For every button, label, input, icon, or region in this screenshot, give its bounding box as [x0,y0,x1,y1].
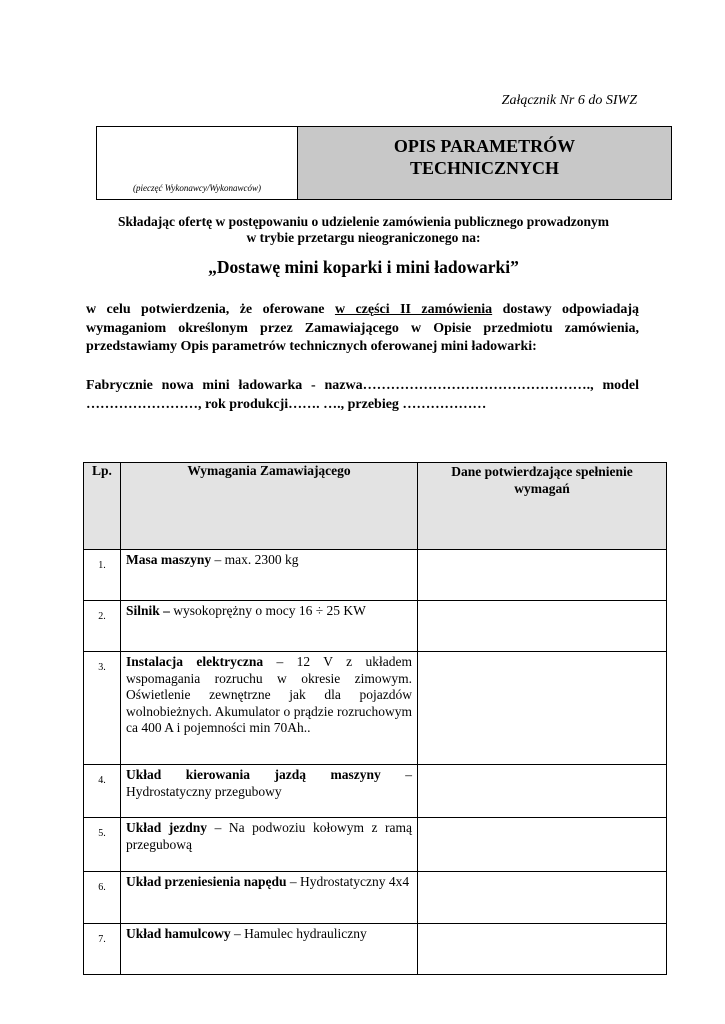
confirmation-cell[interactable] [418,872,667,924]
intro-text [86,214,641,246]
requirement-cell [121,818,418,872]
row-number: 5. [84,818,121,872]
requirements-table [83,462,667,975]
requirement-text: wysokoprężny o mocy 16 ÷ 25 KW [169,603,366,618]
table-row [84,550,667,601]
requirement-label: Instalacja elektryczna [126,654,264,669]
requirement-text: – Hamulec hydrauliczny [230,926,367,941]
requirement-cell [121,872,418,924]
intro-line-1: Składając ofertę w postępowaniu o udzielenie zamówienia publicznego prowadzonym [117,214,609,229]
confirmation-cell[interactable] [418,652,667,765]
table-row [84,924,667,975]
title-line-2: TECHNICZNYCH [409,158,560,178]
contractor-stamp-box [97,127,298,199]
paragraph-text-before: w celu potwierdzenia, że oferowane [86,302,335,317]
requirement-label: Układ hamulcowy [126,926,231,941]
requirement-cell [121,924,418,975]
table-row [84,601,667,652]
header-requirements: Wymagania Zamawiającego [121,463,418,550]
requirement-label: Masa maszyny [126,552,212,567]
row-number: 7. [84,924,121,975]
requirement-text: – Hydrostatyczny 4x4 [286,874,410,889]
row-number: 2. [84,601,121,652]
confirmation-cell[interactable] [418,601,667,652]
annex-label: Załącznik Nr 6 do SIWZ [501,93,637,108]
requirement-text: – 12 V z układem wspomagania rozruchu w okresie zimowym. Oświetlenie zewnętrzne jak dla pojazdów wolnobieżnych. Akumulator o prądzie rozruchowym ca 400 A i pojemności min 70Ah.. [126,654,412,735]
header-lp: Lp. [84,463,121,550]
header-confirmation: Dane potwierdzające spełnienie wymagań [418,463,667,550]
requirement-text: – Hydrostatyczny przegubowy [126,767,412,799]
document-title [298,127,671,199]
table-row [84,872,667,924]
requirement-text: – max. 2300 kg [211,552,299,567]
paragraph-underlined-part: w części II zamówienia [334,302,493,317]
confirmation-cell[interactable] [418,550,667,601]
intro-line-2: w trybie przetargu nieograniczonego na: [246,230,481,245]
document-header [96,126,672,200]
row-number: 6. [84,872,121,924]
table-row [84,652,667,765]
requirement-cell [121,550,418,601]
requirement-label: Układ jezdny [126,820,208,835]
requirement-label: Układ kierowania jazdą maszyny [126,767,381,782]
confirmation-cell[interactable] [418,924,667,975]
requirement-cell [121,652,418,765]
table-header-row [84,463,667,550]
requirement-label: Układ przeniesienia napędu [126,874,287,889]
confirmation-paragraph [86,301,639,357]
requirement-cell [121,765,418,818]
requirement-label: Silnik – [126,603,170,618]
confirmation-cell[interactable] [418,765,667,818]
row-number: 3. [84,652,121,765]
row-number: 4. [84,765,121,818]
confirmation-cell[interactable] [418,818,667,872]
requirement-text: – Na podwoziu kołowym z ramą przegubową [126,820,412,852]
table-row [84,818,667,872]
paragraph-text-after: dostawy odpowiadają wymaganiom określonym przez Zamawiającego w Opisie przedmiotu zamówienia, przedstawiamy Opis parametrów technicznych oferowanej mini ładowarki: [86,302,640,354]
row-number: 1. [84,550,121,601]
table-row [84,765,667,818]
title-line-1: OPIS PARAMETRÓW [393,136,576,156]
requirement-cell [121,601,418,652]
stamp-label: (pieczęć Wykonawcy/Wykonawców) [132,183,262,193]
tender-subject: „Dostawę mini koparki i mini ładowarki” [208,257,519,277]
machine-details-paragraph: Fabrycznie nowa mini ładowarka - nazwa…………………………………………., model ……………………, rok produkcji……. …., przebieg ……………… [86,378,639,412]
